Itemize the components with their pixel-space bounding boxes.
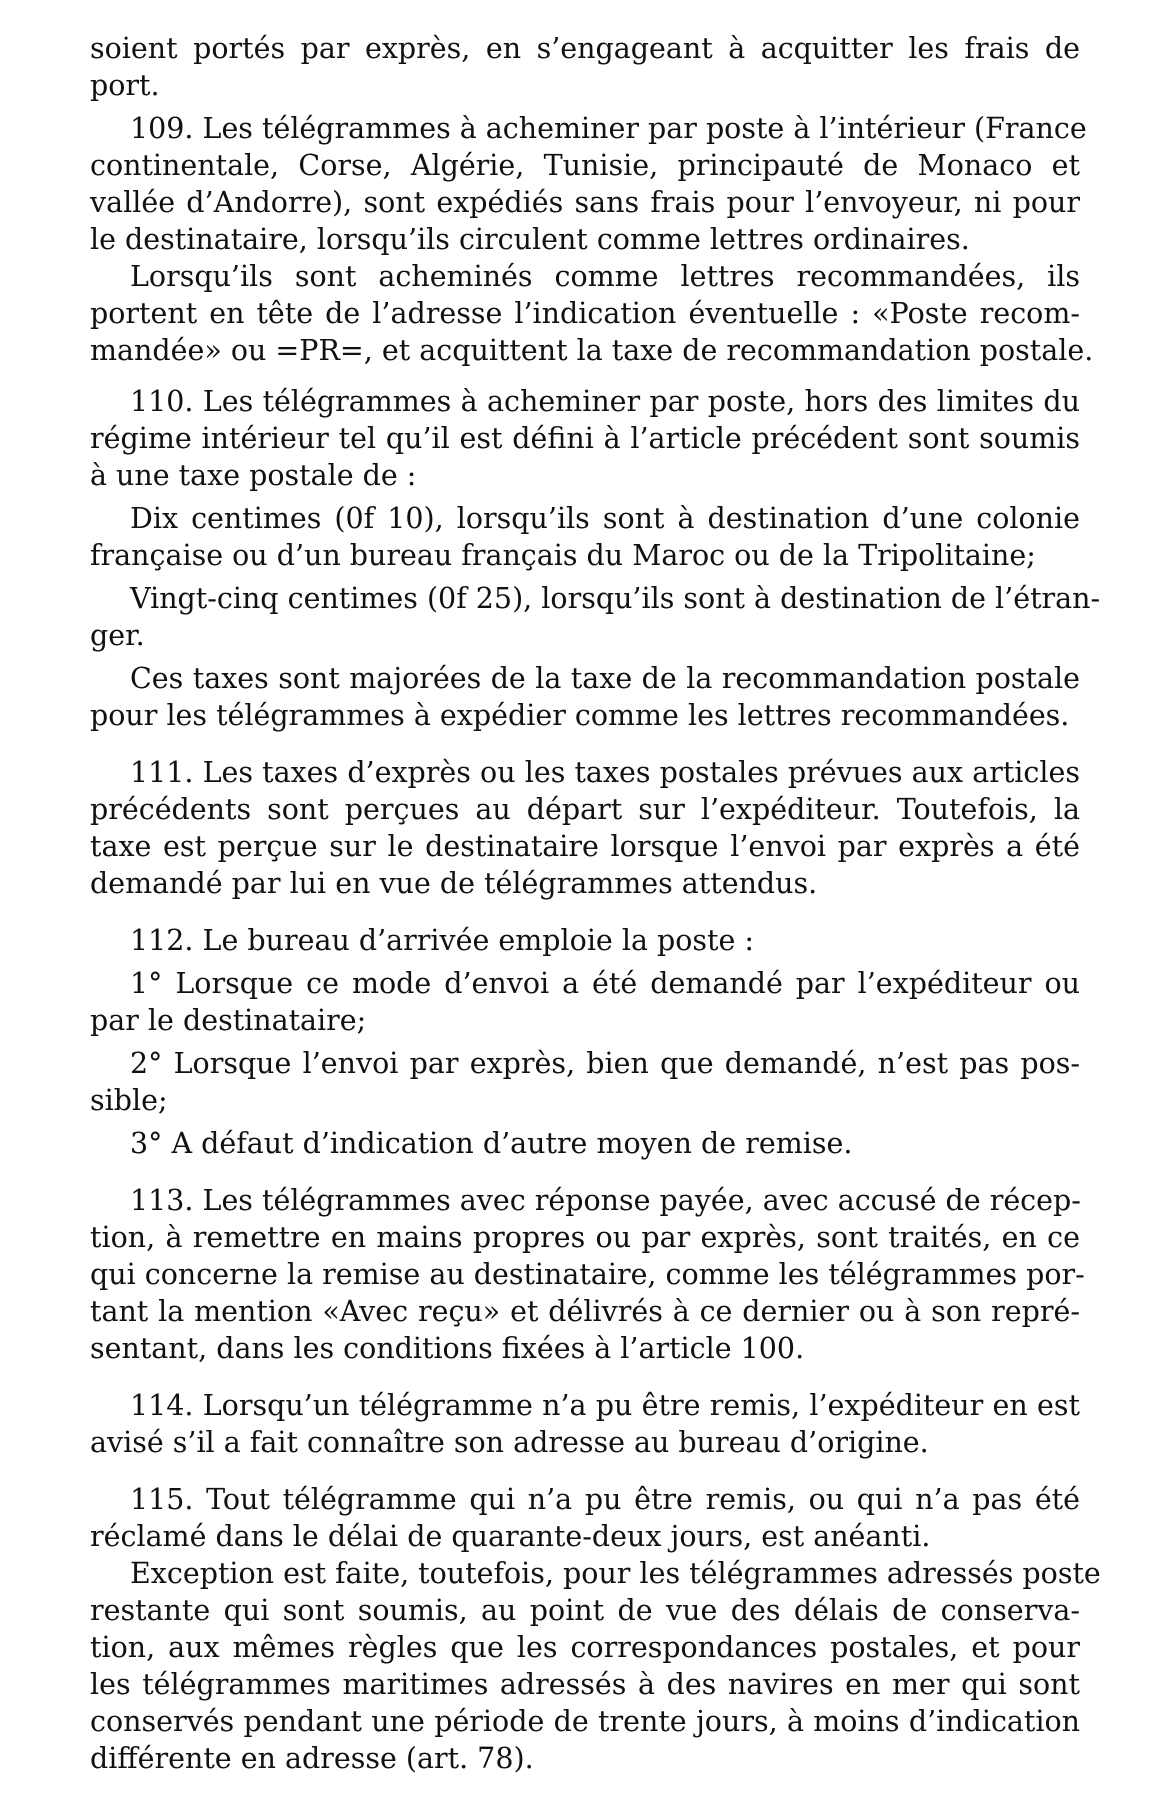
article-115-exception <box>90 1555 1101 1777</box>
text-line: les télégrammes maritimes adressés à des navires en mer qui sont <box>90 1668 1080 1701</box>
text-line: tion, aux mêmes règles que les correspondances postales, et pour <box>90 1631 1080 1664</box>
text-line: précédents sont perçues au départ sur l’expéditeur. Toutefois, la <box>90 793 1080 826</box>
text-line: 3° A défaut d’indication d’autre moyen de remise. <box>130 1127 853 1160</box>
text-line: avisé s’il a fait connaître son adresse au bureau d’origine. <box>90 1426 929 1459</box>
text-line: 115. Tout télégramme qui n’a pu être remis, ou qui n’a pas été <box>130 1483 1080 1516</box>
text-line: 112. Le bureau d’arrivée emploie la poste : <box>130 924 755 957</box>
article-109-recommandees <box>90 258 1094 369</box>
text-line: sentant, dans les conditions fixées à l’article 100. <box>90 1332 805 1365</box>
text-line: Lorsqu’ils sont acheminés comme lettres recommandées, ils <box>130 260 1080 293</box>
text-line: restante qui sont soumis, au point de vue des délais de conserva- <box>90 1594 1080 1627</box>
article-112 <box>90 922 1080 959</box>
article-110-vingt-cinq-centimes <box>90 580 1101 654</box>
text-line: française ou d’un bureau français du Maroc ou de la Tripolitaine; <box>90 539 1036 572</box>
text-line: le destinataire, lorsqu’ils circulent comme lettres ordinaires. <box>90 223 970 256</box>
document-page <box>90 30 1101 1780</box>
text-line: à une taxe postale de : <box>90 459 417 492</box>
text-line: continentale, Corse, Algérie, Tunisie, principauté de Monaco et <box>90 149 1080 182</box>
text-line: sible; <box>90 1084 168 1117</box>
text-line: régime intérieur tel qu’il est défini à l’article précédent sont soumis <box>90 422 1080 455</box>
article-112-item-2 <box>90 1045 1080 1119</box>
text-line: taxe est perçue sur le destinataire lorsque l’envoi par exprès a été <box>90 830 1080 863</box>
text-line: vallée d’Andorre), sont expédiés sans frais pour l’envoyeur, ni pour <box>90 186 1080 219</box>
text-line: Exception est faite, toutefois, pour les télégrammes adressés poste <box>130 1557 1101 1590</box>
text-line: tant la mention «Avec reçu» et délivrés à ce dernier ou à son repré- <box>90 1295 1080 1328</box>
text-line: ger. <box>90 619 145 652</box>
article-110 <box>90 383 1080 494</box>
article-111 <box>90 754 1080 902</box>
text-line: 109. Les télégrammes à acheminer par poste à l’intérieur (France <box>130 112 1087 145</box>
article-110-majorations <box>90 660 1080 734</box>
article-113 <box>90 1182 1085 1367</box>
text-line: qui concerne la remise au destinataire, comme les télégrammes por- <box>90 1258 1085 1291</box>
text-line: différente en adresse (art. 78). <box>90 1742 534 1775</box>
text-line: 111. Les taxes d’exprès ou les taxes postales prévues aux articles <box>130 756 1080 789</box>
text-line: 110. Les télégrammes à acheminer par poste, hors des limites du <box>130 385 1080 418</box>
text-line: par le destinataire; <box>90 1004 367 1037</box>
text-line: conservés pendant une période de trente jours, à moins d’indication <box>90 1705 1080 1738</box>
text-line: tion, à remettre en mains propres ou par exprès, sont traités, en ce <box>90 1221 1080 1254</box>
article-114 <box>90 1387 1080 1461</box>
text-line: Dix centimes (0f 10), lorsqu’ils sont à destination d’une colonie <box>130 502 1080 535</box>
article-112-item-1 <box>90 965 1080 1039</box>
text-line: 1° Lorsque ce mode d’envoi a été demandé par l’expéditeur ou <box>130 967 1080 1000</box>
text-line: mandée» ou =PR=, et acquittent la taxe de recommandation postale. <box>90 334 1094 367</box>
text-line: 114. Lorsqu’un télégramme n’a pu être remis, l’expéditeur en est <box>130 1389 1080 1422</box>
text-line: Ces taxes sont majorées de la taxe de la recommandation postale <box>130 662 1080 695</box>
text-line: pour les télégrammes à expédier comme les lettres recommandées. <box>90 699 1070 732</box>
text-line: 113. Les télégrammes avec réponse payée, avec accusé de récep- <box>130 1184 1081 1217</box>
text-line: portent en tête de l’adresse l’indication éventuelle : «Poste recom- <box>90 297 1080 330</box>
text-line: réclamé dans le délai de quarante-deux jours, est anéanti. <box>90 1520 931 1553</box>
article-110-dix-centimes <box>90 500 1080 574</box>
article-112-item-3 <box>90 1125 1080 1162</box>
text-line: demandé par lui en vue de télégrammes attendus. <box>90 867 818 900</box>
article-109 <box>90 110 1087 258</box>
text-line: soient portés par exprès, en s’engageant à acquitter les frais de <box>90 32 1080 65</box>
text-line: 2° Lorsque l’envoi par exprès, bien que demandé, n’est pas pos- <box>130 1047 1080 1080</box>
article-115 <box>90 1481 1080 1555</box>
text-line: port. <box>90 69 160 102</box>
paragraph-108-continuation <box>90 30 1080 104</box>
text-line: Vingt-cinq centimes (0f 25), lorsqu’ils sont à destination de l’étran- <box>130 582 1101 615</box>
